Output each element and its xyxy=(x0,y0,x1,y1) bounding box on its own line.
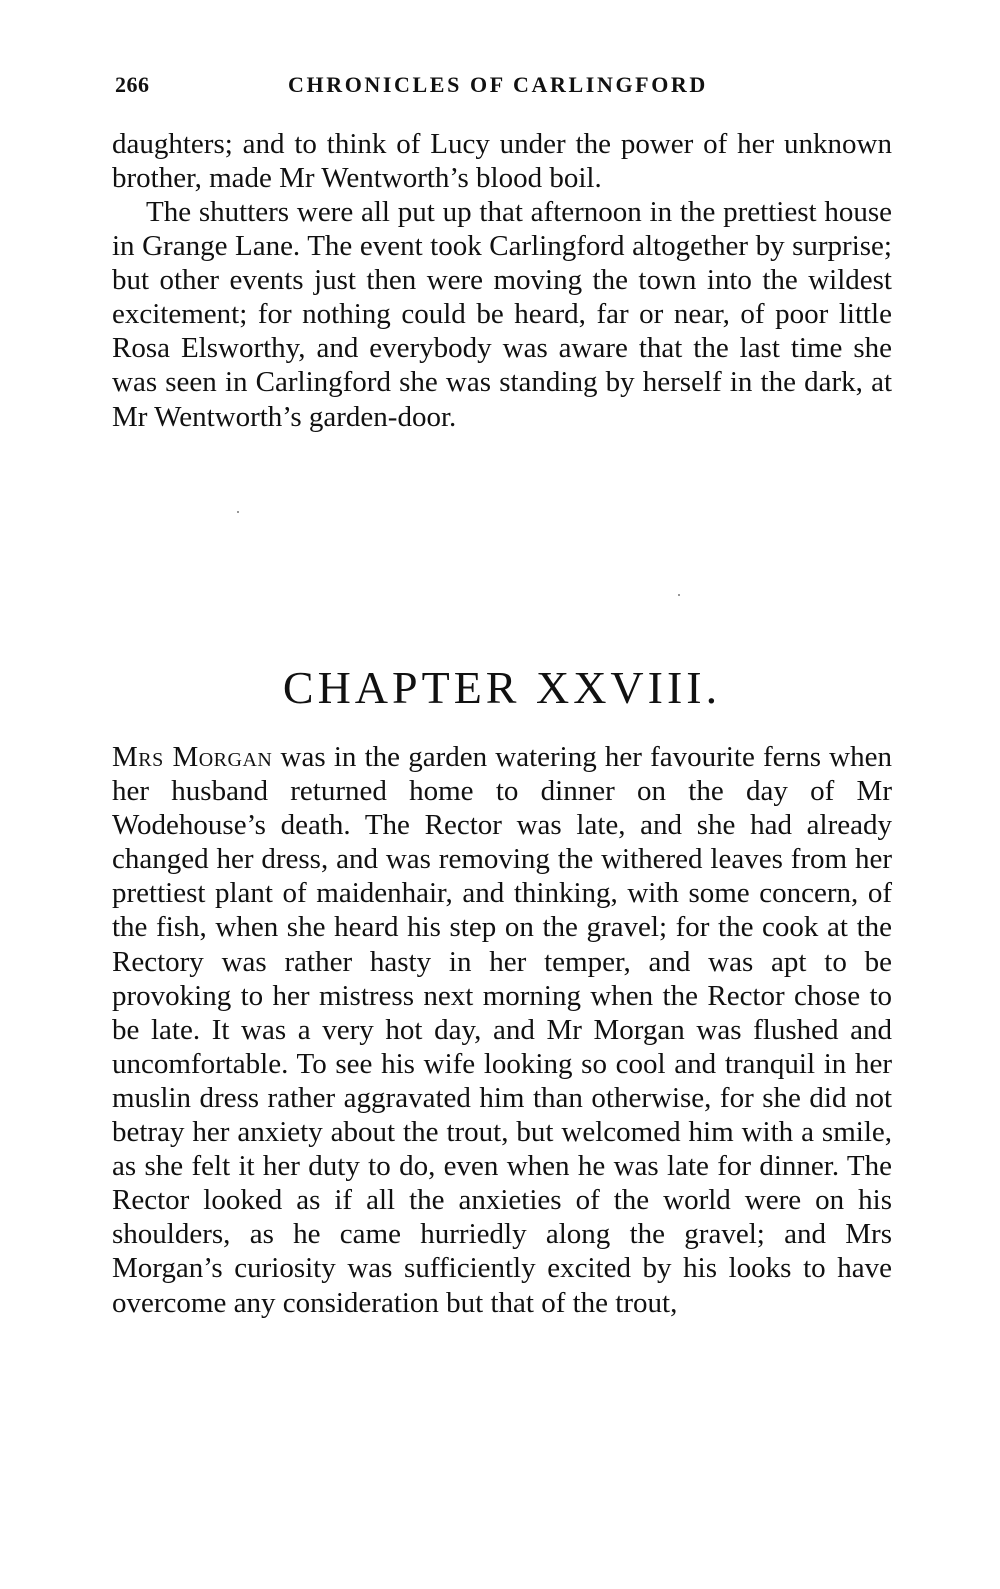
running-title: CHRONICLES OF CARLINGFORD xyxy=(288,72,708,97)
print-speck xyxy=(678,594,680,596)
paragraph-shutters: The shutters were all put up that afternoon in the prettiest house in Grange Lane. The event took Carlingford altogether by surprise; but other events just then were moving the town into the wildest excitement; for nothing could be heard, far or near, of poor little Rosa Elsworthy, and everybody was aware that the last time she was seen in Carlingford she was standing by herself in the dark, at Mr Wentworth’s garden-door. xyxy=(112,196,892,433)
running-head xyxy=(112,72,892,106)
chapter-lead-in: Mrs Morgan xyxy=(112,741,273,773)
chapter-heading: CHAPTER XXVIII. xyxy=(282,662,722,713)
paragraph-continued: daughters; and to think of Lucy under the power of her unknown brother, made Mr Wentworth’s blood boil. xyxy=(112,128,892,195)
print-speck xyxy=(237,511,239,513)
page-number: 266 xyxy=(115,72,150,97)
chapter-opening-paragraph xyxy=(112,740,892,1320)
chapter-body-text: was in the garden watering her favourite ferns when her husband returned home to dinner on the day of Mr Wodehouse’s death. The Rector was late, and she had already changed her dress, and was removing the withered leaves from her prettiest plant of maidenhair, and thinking, with some concern, of the fish, when she heard his step on the gravel; for the cook at the Rectory was rather hasty in her temper, and was apt to be provoking to her mistress next morning when the Rector chose to be late. It was a very hot day, and Mr Morgan was flushed and uncomfortable. To see his wife looking so cool and tranquil in her muslin dress rather aggravated him than otherwise, for she did not betray her anxiety about the trout, but welcomed him with a smile, as she felt it her duty to do, even when he was late for dinner. The Rector looked as if all the anxieties of the world were on his shoulders, as he came hurriedly along the gravel; and Mrs Morgan’s curiosity was sufficiently excited by his looks to have overcome any consideration but that of the trout, xyxy=(112,741,892,1319)
